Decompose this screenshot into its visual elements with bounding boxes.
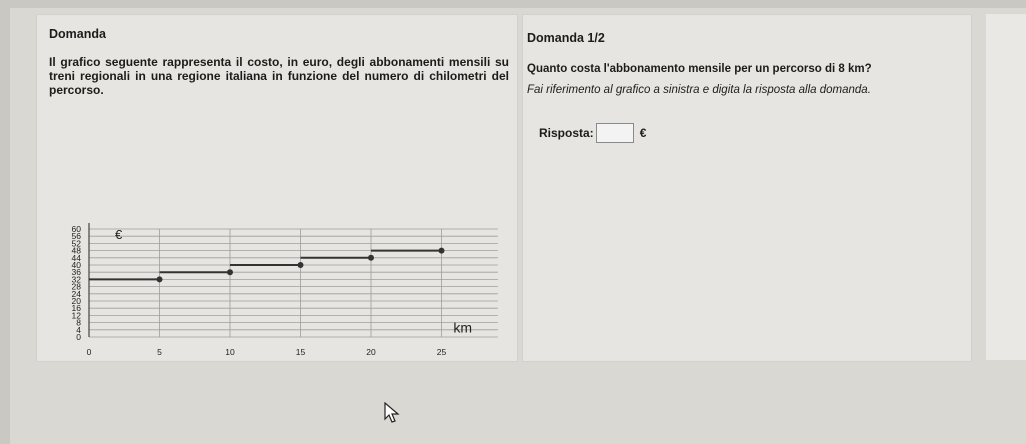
- side-strip: [986, 14, 1026, 360]
- cost-chart: [37, 111, 517, 361]
- answer-label: Risposta:: [539, 126, 594, 140]
- y-tick-label: 8: [76, 317, 81, 328]
- answer-row: [539, 123, 646, 143]
- data-point: [227, 269, 233, 275]
- mouse-cursor-icon: [384, 402, 400, 424]
- euro-unit: €: [639, 126, 647, 140]
- y-unit-label: €: [115, 227, 123, 242]
- y-tick-label: 48: [71, 245, 81, 256]
- data-point: [368, 255, 374, 261]
- data-point: [439, 248, 445, 254]
- data-point: [298, 262, 304, 268]
- y-tick-label: 4: [76, 324, 81, 335]
- question-counter: Domanda 1/2: [527, 31, 605, 45]
- y-tick-label: 12: [71, 310, 81, 321]
- y-tick-label: 16: [71, 303, 81, 314]
- question-text: Il grafico seguente rappresenta il costo, in euro, degli abbonamenti mensili su treni regionali in una regione italiana in funzione del numero di chilometri del percorso.: [49, 55, 509, 97]
- question-prompt: Quanto costa l'abbonamento mensile per un percorso di 8 km?: [527, 63, 872, 75]
- y-tick-label: 24: [71, 288, 81, 299]
- data-point: [157, 276, 163, 282]
- answer-panel: [522, 14, 972, 362]
- y-tick-label: 60: [71, 224, 81, 234]
- x-tick-label: 20: [366, 347, 376, 357]
- x-tick-label: 25: [436, 347, 447, 357]
- y-tick-label: 36: [71, 267, 81, 278]
- y-tick-label: 28: [71, 281, 81, 292]
- y-tick-label: 32: [71, 274, 81, 285]
- y-tick-label: 20: [71, 296, 81, 306]
- instruction-text: Fai riferimento al grafico a sinistra e digita la risposta alla domanda.: [527, 84, 871, 96]
- y-tick-label: 52: [71, 238, 81, 249]
- y-tick-label: 56: [71, 231, 81, 242]
- x-tick-label: 10: [225, 347, 235, 357]
- x-unit-label: km: [453, 319, 472, 336]
- x-tick-label: 0: [86, 347, 92, 357]
- panel-title: Domanda: [49, 27, 106, 41]
- y-tick-label: 0: [76, 332, 81, 342]
- screen: [10, 8, 1026, 444]
- y-tick-label: 44: [71, 252, 81, 263]
- x-tick-label: 15: [295, 347, 306, 357]
- y-tick-label: 40: [71, 260, 81, 270]
- question-panel: [36, 14, 518, 362]
- answer-input[interactable]: [596, 123, 634, 143]
- x-tick-label: 5: [157, 347, 162, 357]
